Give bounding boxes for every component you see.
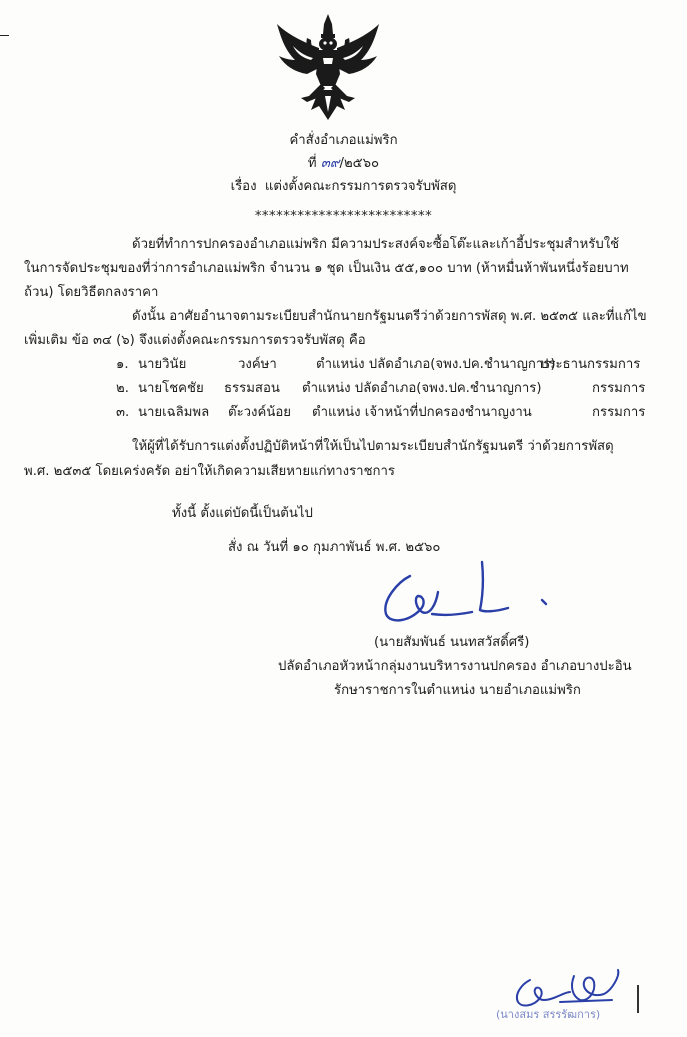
effective-line: ทั้งนี้ ตั้งแต่บัดนี้เป็นต้นไป xyxy=(172,506,313,521)
member-position: ตำแหน่ง ปลัดอำเภอ(จพง.ปค.ชำนาญการ) xyxy=(302,381,542,396)
paragraph-3-line-1: ให้ผู้ที่ได้รับการแต่งตั้งปฏิบัติหน้าที่ให้เป็นไปตามระเบียบสำนักรัฐมนตรี ว่าด้วยการพัสดุ xyxy=(132,439,614,454)
subject-text: แต่งตั้งคณะกรรมการตรวจรับพัสดุ xyxy=(264,179,457,194)
paragraph-2-line-1: ดังนั้น อาศัยอำนาจตามระเบียบสำนักนายกรัฐมนตรีว่าด้วยการพัสดุ พ.ศ. ๒๕๓๕ และที่แก้ไข xyxy=(132,309,647,324)
subject-label: เรื่อง xyxy=(230,179,257,194)
paragraph-2-line-2: เพิ่มเติม ข้อ ๓๔ (๖) จึงแต่งตั้งคณะกรรมการตรวจรับพัสดุ คือ xyxy=(24,333,366,348)
member-last-name: วงค์ษา xyxy=(238,357,277,372)
date-line: สั่ง ณ วันที่ ๑๐ กุมภาพันธ์ พ.ศ. ๒๕๖๐ xyxy=(228,540,441,555)
paragraph-1-line-3: ถ้วน) โดยวิธีตกลงราคา xyxy=(24,285,159,300)
order-number-prefix: ที่ xyxy=(307,156,317,171)
signer-title-line-1: ปลัดอำเภอหัวหน้ากลุ่มงานบริหารงานปกครอง อำเภอบางปะอิน xyxy=(278,659,632,674)
member-last-name: ธรรมสอน xyxy=(224,381,280,396)
garuda-emblem-icon xyxy=(273,12,383,124)
paragraph-1-line-1: ด้วยที่ทำการปกครองอำเภอแม่พริก มีความประสงค์จะซื้อโต๊ะและเก้าอี้ประชุมสำหรับใช้ xyxy=(132,237,620,252)
paragraph-1-line-2: ในการจัดประชุมของที่ว่าการอำเภอแม่พริก จำนวน ๑ ชุด เป็นเงิน ๕๕,๑๐๐ บาท (ห้าหมื่นห้าพันหนึ่งร้อยบาท xyxy=(24,261,629,276)
paragraph-3-line-2: พ.ศ. ๒๕๓๕ โดยเคร่งครัด อย่าให้เกิดความเสียหายแก่ทางราชการ xyxy=(24,464,395,479)
member-role: กรรมการ xyxy=(592,405,646,420)
committee-member-row xyxy=(0,356,687,374)
order-number xyxy=(0,155,687,173)
member-number: ๒. xyxy=(116,381,129,396)
subject-line xyxy=(0,178,687,196)
scan-edge-bar xyxy=(637,985,639,1013)
member-first-name: นายวินัย xyxy=(138,357,187,372)
member-number: ๑. xyxy=(116,357,129,372)
scan-edge-mark xyxy=(0,35,9,36)
stamp-text: (นางสมร สรรรัฒการ) xyxy=(496,1008,601,1021)
committee-member-row xyxy=(0,380,687,398)
member-role: ประธานกรรมการ xyxy=(540,357,641,372)
signer-title-line-2: รักษาราชการในตำแหน่ง นายอำเภอแม่พริก xyxy=(334,683,581,698)
initials-scribble-icon xyxy=(500,962,640,1012)
signer-name: (นายสัมพันธ์ นนทสวัสดิ์ศรี) xyxy=(374,635,530,650)
member-first-name: นายโชคชัย xyxy=(138,381,204,396)
member-position: ตำแหน่ง ปลัดอำเภอ(จพง.ปค.ชำนาญการ) xyxy=(316,357,556,372)
committee-member-row xyxy=(0,404,687,422)
member-first-name: นายเฉลิมพล xyxy=(138,405,210,420)
separator-line: ************************* xyxy=(254,209,433,224)
order-number-suffix: /๒๕๖๐ xyxy=(339,156,380,171)
order-title: คำสั่งอำเภอแม่พริก xyxy=(289,133,398,148)
member-number: ๓. xyxy=(116,405,130,420)
member-role: กรรมการ xyxy=(592,381,646,396)
member-last-name: ต๊ะวงค์น้อย xyxy=(228,405,291,420)
signature-scribble-icon xyxy=(374,556,554,632)
member-position: ตำแหน่ง เจ้าหน้าที่ปกครองชำนาญงาน xyxy=(312,405,532,420)
order-number-handwritten: ๓๙ xyxy=(320,156,340,171)
